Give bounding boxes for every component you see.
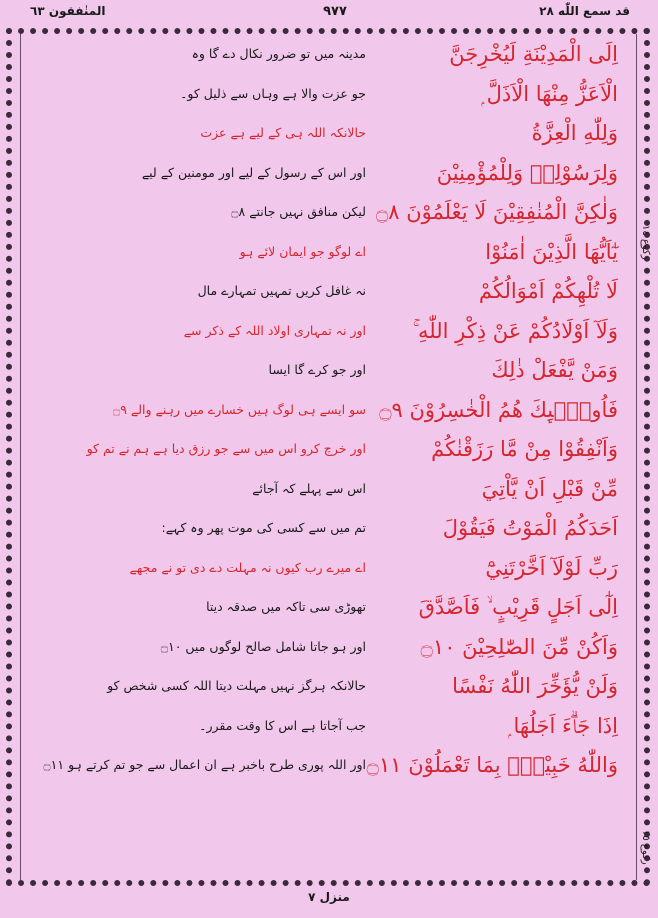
arabic-text: اِذَا جَاۗءَ اَجَلُهَا ۭ [508,713,618,738]
urdu-translation: حالانکہ ہرگز نہیں مہلت دیتا اللہ کسی شخص کو [107,678,366,693]
arabic-text: اِلَى الْمَدِيْنَةِ لَيُخْرِجَنَّ [449,42,618,66]
arabic-text: وَلَآ اَوْلَادُكُمْ عَنْ ذِكْرِ اللّٰهِ ۚ [412,318,618,343]
urdu-translation: جب آجاتا ہے اس کا وقت مقرر۔ [199,717,366,733]
verse-row [22,273,634,313]
urdu-translation: اے لوگو جو ایمان لائے ہو [239,243,366,259]
right-rule [636,34,637,880]
page-number: ٩٧٧ [323,4,347,19]
arabic-text: فَاُولٰۗىِٕكَ هُمُ الْخٰسِرُوْنَ ۝٩ [379,397,618,422]
manzil-footer: منزل ٧ [308,890,350,904]
verse-row [22,471,634,511]
verse-row [22,352,634,392]
urdu-translation: حالانکہ اللہ ہی کے لیے ہے عزت [200,125,366,140]
urdu-translation: اور ہو جاتا شامل صالح لوگوں میں ۝١٠ [160,638,366,654]
verse-row [22,510,634,550]
verse-row [22,747,634,787]
left-rule [20,34,21,880]
ruku-marker-lower: رکوع ١٥ [640,830,651,865]
urdu-translation: اور اس کے رسول کے لیے اور مومنین کے لیے [141,164,366,180]
arabic-text: وَلَنْ يُّؤَخِّرَ اللّٰهُ نَفْسًا [452,674,618,698]
verse-row [22,36,634,76]
urdu-translation: اور نہ تمہاری اولاد اللہ کے ذکر سے [183,322,366,338]
verse-row [22,708,634,748]
arabic-text: الْاَعَزُّ مِنْهَا الْاَذَلَّ ۭ [481,81,618,106]
arabic-text: اَحَدَكُمُ الْمَوْتُ فَيَقُوْلَ [442,516,618,540]
arabic-text: اِلٰٓى اَجَلٍ قَرِيْبٍ ۙ فَاَصَّدَّقَ [418,595,618,619]
verse-rows [22,36,634,787]
verse-row [22,629,634,669]
verse-row [22,392,634,432]
urdu-translation: اے میرے رب کیوں نہ مہلت دے دی تو نے مجھے [129,559,366,575]
verse-row [22,234,634,274]
ruku-marker-upper: رکوع ١٤ [640,225,651,260]
arabic-text: وَاَكُنْ مِّنَ الصّٰلِحِيْنَ ۝١٠ [420,634,618,659]
page-header [0,0,658,28]
arabic-text: مِّنْ قَبْلِ اَنْ يَّاْتِيَ [481,476,618,501]
arabic-text: وَلِرَسُوْلِهٖ وَلِلْمُؤْمِنِيْنَ [436,160,618,185]
urdu-translation: اس سے پہلے کہ آجائے [252,480,366,496]
verse-row [22,550,634,590]
urdu-translation: جو عزت والا ہے وہاں سے ذلیل کو۔ [180,85,366,101]
verse-row [22,589,634,629]
verse-row [22,194,634,234]
urdu-translation: نہ غافل کریں تمہیں تمہارے مال [197,283,366,298]
urdu-translation: مدینہ میں تو ضرور نکال دے گا وہ [191,46,366,61]
arabic-text: يٰٓاَيُّهَا الَّذِيْنَ اٰمَنُوْا [485,239,618,264]
urdu-translation: لیکن منافق نہیں جانتے ۝٨ [231,204,366,219]
arabic-text: وَلٰكِنَّ الْمُنٰفِقِيْنَ لَا يَعْلَمُوْنَ ۝٨ [375,200,618,224]
verse-row [22,668,634,708]
arabic-text: رَبِّ لَوْلَآ اَخَّرْتَنِيْٓ [485,555,618,580]
arabic-text: وَاللّٰهُ خَبِيْرٌۢ بِمَا تَعْمَلُوْنَ ۝١١ [366,753,618,777]
urdu-translation: تم میں سے کسی کی موت پھر وہ کہے: [161,520,366,535]
urdu-translation: اور جو کرے گا ایسا [268,362,366,377]
urdu-translation: سو ایسے ہی لوگ ہیں خسارے میں رہنے والے ۝٩ [112,401,366,417]
verse-row [22,155,634,195]
verse-row [22,115,634,155]
arabic-text: لَا تُلْهِكُمْ اَمْوَالُكُمْ [478,279,618,303]
urdu-translation: اور اللہ پوری طرح باخبر ہے ان اعمال سے جو تم کرتے ہو ۝١١ [43,757,366,772]
surah-name-header: المنٰفقون ٦٣ [30,4,106,18]
juz-name-header: قد سمع اللّٰه ٢٨ [539,4,630,18]
verse-row [22,313,634,353]
arabic-text: وَلِلّٰهِ الْعِزَّةُ [531,121,618,145]
verse-row [22,431,634,471]
urdu-translation: اور خرچ کرو اس میں سے جو رزق دیا ہے ہم نے تم کو [86,441,366,456]
verse-row [22,76,634,116]
arabic-text: وَمَنْ يَّفْعَلْ ذٰلِكَ [491,358,618,382]
urdu-translation: تھوڑی سی تاکہ میں صدقہ دیتا [206,599,366,614]
arabic-text: وَاَنْفِقُوْا مِنْ مَّا رَزَقْنٰكُمْ [431,437,618,461]
